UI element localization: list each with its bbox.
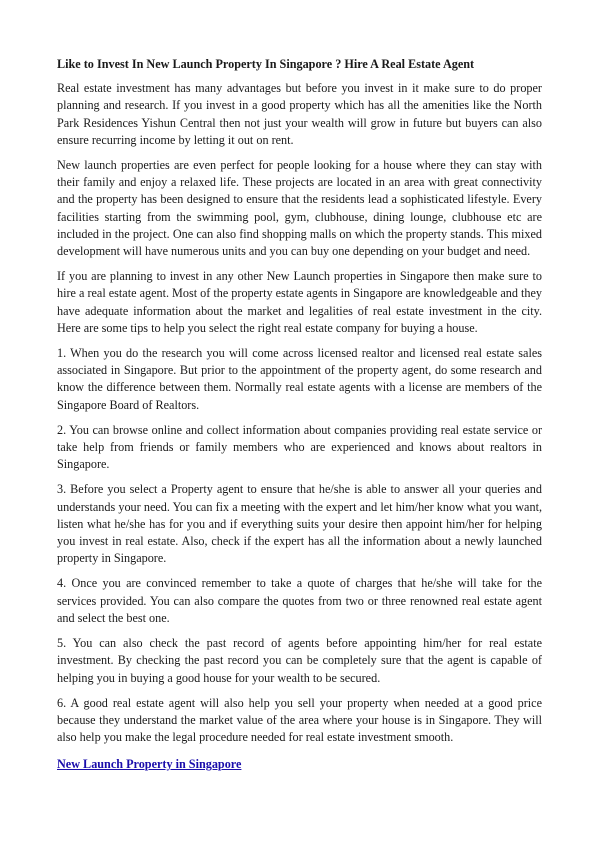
paragraph-hire-agent: If you are planning to invest in any other New Launch properties in Singapore then make sure to hire a real estate agent. Most of the property estate agents in Singapore are knowledgeable and they have adequate information about the market and legalities of real estate investment in the city. Here are some tips to help you select the right real estate company for buying a house. [57,269,542,335]
paragraph-tip-1: 1. When you do the research you will come across licensed realtor and licensed real estate sales associated in Singapore. But prior to the appointment of the property agent, do some research and know the difference between them. Normally real estate agents with a license are members of the Singapore Board of Realtors. [57,346,542,412]
paragraph-tip-5: 5. You can also check the past record of agents before appointing him/her for real estate investment. By checking the past record you can be completely sure that the agent is capable of helping you in buying a good house for your wealth to be secured. [57,636,542,685]
paragraph-tip-4: 4. Once you are convinced remember to take a quote of charges that he/she will take for the services provided. You can also compare the quotes from two or three renowned real estate agent and select the best one. [57,576,542,625]
paragraph-tip-6: 6. A good real estate agent will also help you sell your property when needed at a good price because they understand the market value of the area where your house is in Singapore. They will also help you make the legal procedure needed for real estate investment smooth. [57,695,542,745]
document-page [57,56,542,774]
paragraph-tip-2: 2. You can browse online and collect information about companies providing real estate service or take help from friends or family members who are experienced and knows about realtors in Singapore. [57,422,542,472]
new-launch-property-link[interactable]: New Launch Property in Singapore [57,757,242,772]
paragraph-new-launch: New launch properties are even perfect for people looking for a house where they can stay with their family and enjoy a relaxed life. These projects are located in an area with great connectivity and the property has been designed to ensure that the residents lead a sophisticated lifestyle. Every facilities starting from the swimming pool, gym, clubhouse, dining lounge, clubhouse etc are included in the project. One can also find shopping malls on which the property stands. This mixed development will have numerous units and you can buy one depending on your budget and need. [57,158,542,259]
paragraph-tip-3: 3. Before you select a Property agent to ensure that he/she is able to answer all your queries and understands your need. You can fix a meeting with the expert and let him/her know what you want, listen what he/she has for you and if everything suits your desire then appoint him/her for helping you invest in real estate. Also, check if the expert has all the information about a newly launched property in Singapore. [57,482,542,566]
document-title: Like to Invest In New Launch Property In Singapore ? Hire A Real Estate Agent [57,57,475,71]
paragraph-intro: Real estate investment has many advantages but before you invest in it make sure to do proper planning and research. If you invest in a good property which has all the amenities like the North Park Residences Yishun Central then not just your wealth will grow in future but buyers can also ensure recurring income by letting it out on rent. [57,81,542,147]
